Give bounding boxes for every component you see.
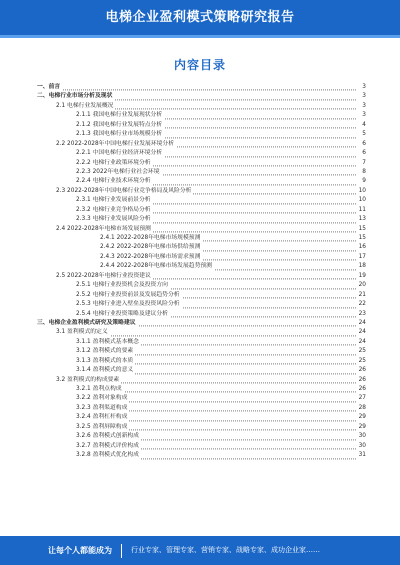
footer-tagline: 行业专家、管理专家、营销专家、战略专家、成功企业家…… (131, 546, 320, 554)
toc-page-number: 28 (356, 404, 366, 413)
toc-entry-label: 3.2.4 盈利杠杆构成 (76, 413, 129, 422)
toc-page-number: 18 (356, 262, 366, 271)
toc-page-number: 10 (356, 187, 366, 196)
toc-entry-label: 2.4 2022-2028年电梯市场发展预测 (56, 225, 153, 234)
toc-entry-label: 3.1.3 盈利模式的本质 (76, 357, 135, 366)
toc-page-number: 6 (356, 140, 366, 149)
toc-page-number: 20 (356, 281, 366, 290)
toc-entry-label: 2.2.1 中国电梯行业经济环境分析 (76, 149, 164, 158)
toc-page-number: 24 (356, 338, 366, 347)
toc-entry-label: 2.2 2022-2028年中国电梯行业发展环境分析 (56, 140, 176, 149)
toc-page-number: 26 (356, 366, 366, 375)
toc-entry-label: 3.2.8 盈利模式优化构成 (76, 451, 141, 460)
toc-entry-label: 3.2.6 盈利模式创新构成 (76, 432, 141, 441)
toc-page-number: 23 (356, 310, 366, 319)
toc-page-number: 3 (356, 111, 366, 120)
toc-page-number: 17 (356, 253, 366, 262)
toc-page-number: 29 (356, 423, 366, 432)
toc-entry-label: 3.2 盈利模式的构成要素 (56, 376, 121, 385)
toc-entry-label: 二、电梯行业市场分析及现状 (37, 92, 114, 101)
toc-entry-label: 3.2.1 盈利点构成 (76, 385, 124, 394)
toc-page-number: 26 (356, 385, 366, 394)
toc-page-number: 26 (356, 376, 366, 385)
toc-entry[interactable] (0, 451, 400, 460)
toc-entry-label: 2.2.4 电梯行业技术环境分析 (76, 177, 153, 186)
toc-entry-label: 2.3.1 电梯行业发展前景分析 (76, 196, 153, 205)
footer-divider (121, 544, 122, 558)
toc-entry-label: 3.1.4 盈利模式的意义 (76, 366, 135, 375)
toc-entry-label: 2.3.2 电梯行业竞争格局分析 (76, 206, 153, 215)
toc-entry-label: 3.1.1 盈利模式基本概念 (76, 338, 141, 347)
toc-page-number: 3 (356, 102, 366, 111)
toc-page-number: 15 (356, 234, 366, 243)
toc-page-number: 8 (356, 168, 366, 177)
toc-page-number: 6 (356, 149, 366, 158)
toc-page-number: 15 (356, 225, 366, 234)
toc-page-number: 3 (356, 83, 366, 92)
toc-heading: 内容目录 (173, 58, 226, 72)
header-accent-strip (0, 35, 400, 38)
toc-page-number: 21 (356, 291, 366, 300)
toc-page-number: 19 (356, 272, 366, 281)
toc-entry-label: 2.4.2 2022-2028年电梯市场供给预测 (100, 243, 202, 252)
toc-page-number: 31 (356, 451, 366, 460)
toc-entry-label: 2.5.4 电梯行业投资策略及建议分析 (76, 310, 170, 319)
toc-page-number: 16 (356, 243, 366, 252)
toc-page-number: 25 (356, 347, 366, 356)
toc-entry-label: 2.4.3 2022-2028年电梯市场需求预测 (100, 253, 202, 262)
toc-entry-label: 2.3 2022-2028年中国电梯行业竞争格局及风险分析 (56, 187, 193, 196)
toc-page-number: 30 (356, 442, 366, 451)
toc-entry-label: 2.5.3 电梯行业进入壁垒及投资风险分析 (76, 300, 182, 309)
toc-entry-label: 2.4.4 2022-2028年电梯市场发展趋势预测 (100, 262, 214, 271)
toc-entry-label: 3.2.2 盈利对象构成 (76, 394, 129, 403)
footer-slogan: 让每个人都能成为 (48, 546, 112, 555)
toc-entry-label: 2.1 电梯行业发展概况 (56, 102, 115, 111)
toc-entry-label: 3.2.5 盈利屏障构成 (76, 423, 129, 432)
toc-page-number: 10 (356, 196, 366, 205)
toc-entry-label: 2.1.1 我国电梯行业发展现状分析 (76, 111, 164, 120)
toc-entry-label: 2.2.2 电梯行业政策环境分析 (76, 159, 153, 168)
report-title: 电梯企业盈利模式策略研究报告 (105, 10, 295, 25)
toc-page-number: 24 (356, 328, 366, 337)
toc-page-number: 5 (356, 130, 366, 139)
toc-page-number: 11 (356, 206, 366, 215)
toc-page-number: 27 (356, 394, 366, 403)
toc-entry-label: 2.2.3 2022年电梯行业社会环境 (76, 168, 162, 177)
toc-page-number: 4 (356, 121, 366, 130)
toc-page-number: 24 (356, 319, 366, 328)
toc-page-number: 9 (356, 177, 366, 186)
toc-entry-label: 2.3.3 电梯行业发展风险分析 (76, 215, 153, 224)
toc-entry-label: 3.1 盈利模式的定义 (56, 328, 110, 337)
toc-page-number: 25 (356, 357, 366, 366)
toc-page-number: 13 (356, 215, 366, 224)
toc-page-number: 3 (356, 92, 366, 101)
toc-page-number: 22 (356, 300, 366, 309)
toc-page-number: 30 (356, 432, 366, 441)
toc-entry-label: 一、前言 (37, 83, 62, 92)
toc-entry-label: 三、电梯企业盈利模式研究及策略建议 (37, 319, 138, 328)
toc-entry-label: 2.1.3 我国电梯行业市场规模分析 (76, 130, 164, 139)
toc-entry-label: 2.1.2 我国电梯行业发展特点分析 (76, 121, 164, 130)
toc-page-number: 29 (356, 413, 366, 422)
toc-page-number: 7 (356, 159, 366, 168)
toc-entry-label: 2.5 2022-2028年电梯行业投资建议 (56, 272, 153, 281)
toc-entry-label: 3.2.7 盈利模式评价构成 (76, 442, 141, 451)
toc-entry-label: 3.2.3 盈利渠道构成 (76, 404, 129, 413)
toc-entry-label: 2.5.1 电梯行业投资机会及投资方向 (76, 281, 170, 290)
footer-band (0, 536, 400, 565)
toc-entry-label: 3.1.2 盈利模式的要素 (76, 347, 135, 356)
toc-entry-label: 2.5.2 电梯行业投资前景及发展趋势分析 (76, 291, 182, 300)
table-of-contents (0, 83, 400, 461)
toc-entry-label: 2.4.1 2022-2028年电梯市场规模预测 (100, 234, 202, 243)
